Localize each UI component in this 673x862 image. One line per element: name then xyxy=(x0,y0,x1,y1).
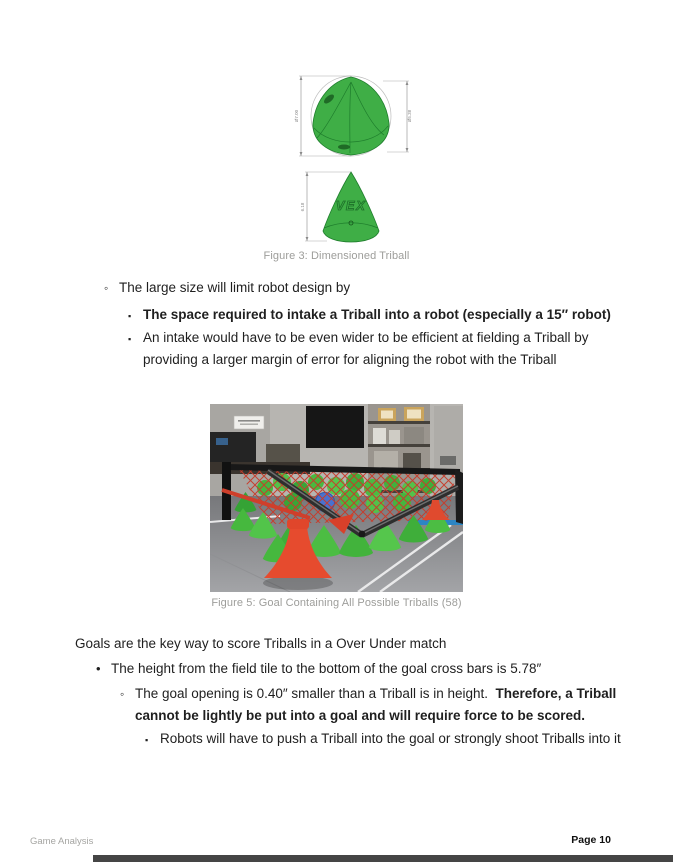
vex-logo: VEX xyxy=(335,198,367,213)
bullet-circle-icon: ◦ xyxy=(120,687,125,701)
list-item xyxy=(96,658,651,680)
bullet-square-icon: ▪ xyxy=(128,311,132,321)
list-item xyxy=(104,277,639,299)
dim-side-label: Ø5.38 xyxy=(407,109,412,123)
list-item-text: An intake would have to be even wider to be efficient at fielding a Triball by providing a larger margin of error for aligning the robot with the Triball xyxy=(143,330,589,367)
list-item-text: The space required to intake a Triball into a robot (especially a 15″ robot) xyxy=(143,307,611,322)
list-item-text: The large size will limit robot design by xyxy=(119,280,351,295)
triball-front-view xyxy=(300,172,379,242)
list-item xyxy=(120,683,645,727)
paragraph: Goals are the key way to score Triballs in a Over Under match xyxy=(75,636,447,651)
bottom-edge-bar xyxy=(93,855,673,862)
dim-diameter-label: Ø7.00 xyxy=(294,109,299,123)
footer-page-number: Page 10 xyxy=(571,834,611,846)
list-item-text-bold: Therefore, a Triball cannot be lightly be put into a goal and will require force to be scored. xyxy=(135,686,617,723)
figure3-caption: Figure 3: Dimensioned Triball xyxy=(263,250,410,262)
bullet-circle-icon: ◦ xyxy=(104,281,109,295)
footer-section-title: Game Analysis xyxy=(30,836,94,847)
figure5-caption: Figure 5: Goal Containing All Possible Triballs (58) xyxy=(211,597,462,609)
figure3-dimensioned-triball xyxy=(287,68,429,252)
figure5-goal-photo xyxy=(210,404,463,592)
list-item-text: Robots will have to push a Triball into the goal or strongly shoot Triballs into it xyxy=(160,731,621,746)
bullet-square-icon: ▪ xyxy=(145,735,149,745)
triball-top-view xyxy=(294,76,412,156)
list-item xyxy=(128,327,633,371)
list-item xyxy=(145,728,670,750)
list-item-text: The goal opening is 0.40″ smaller than a Triball is in height. xyxy=(135,686,496,701)
dim-height-label: 6.18 xyxy=(300,202,305,212)
list-item-text: The height from the field tile to the bottom of the goal cross bars is 5.78″ xyxy=(111,661,542,676)
list-item xyxy=(128,304,673,326)
bullet-square-icon: ▪ xyxy=(128,334,132,344)
bullet-disc-icon: • xyxy=(96,661,101,676)
